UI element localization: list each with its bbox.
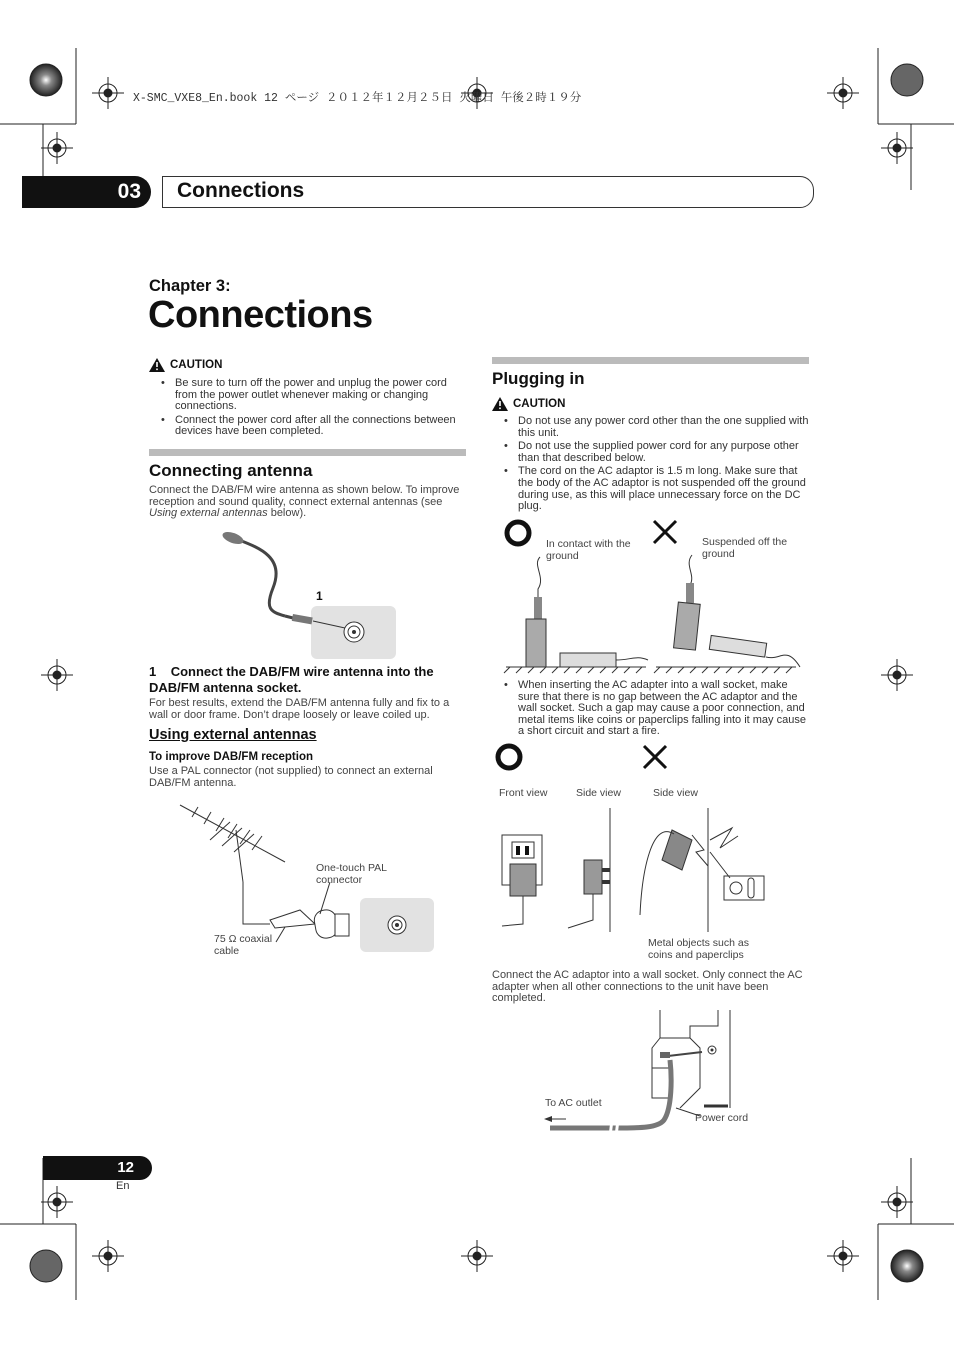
figure-callout: 1 [316, 589, 323, 603]
external-antennas-heading: Using external antennas [149, 727, 317, 743]
list-item: • When inserting the AC adapter into a wall socket, make sure that there is no gap between the AC adaptor and the wall socket. Such a gap may cause a poor connection, and metal items like coins or paperclips falling into it may cause a short circuit and start a fire. [492, 680, 809, 738]
incorrect-icon [644, 746, 666, 768]
antenna-intro: Connect the DAB/FM wire antenna as shown below. To improve reception and sound quality, connect external antennas (see Using external antennas below). [149, 484, 460, 520]
warning-icon [149, 358, 165, 372]
pal-connector-label: One-touch PAL connector [316, 862, 388, 886]
correct-icon [507, 522, 529, 544]
front-view-label: Front view [499, 787, 548, 799]
gap-note-list [492, 680, 809, 740]
side-view-incorrect-label: Side view [653, 787, 698, 799]
suspended-label: Suspended off the ground [702, 536, 788, 560]
section-divider [149, 449, 466, 456]
caution-list [149, 378, 466, 438]
connect-note: Connect the AC adaptor into a wall socket. Only connect the AC adapter when all other connections to the unit have been completed. [492, 969, 803, 1005]
list-item: • Do not use any power cord other than the one supplied with this unit. [492, 416, 809, 439]
caution-label: CAUTION [170, 359, 223, 371]
caution-heading [149, 358, 466, 372]
left-column [149, 358, 466, 440]
plugging-in-heading: Plugging in [492, 369, 585, 388]
external-antenna-text: Use a PAL connector (not supplied) to connect an external DAB/FM antenna. [149, 765, 433, 789]
page-language: En [116, 1180, 130, 1192]
page-number: 12 [117, 1159, 134, 1176]
section-divider [492, 357, 809, 364]
warning-icon [492, 397, 508, 411]
wall-socket-figure [492, 740, 772, 940]
step-note: For best results, extend the DAB/FM antenna fully and fix to a wall or door frame. Don’t drape loosely or leave coiled up. [149, 697, 450, 721]
power-cord-label: Power cord [695, 1112, 749, 1124]
list-item: • Be sure to turn off the power and unplug the power cord from the power outlet whenever making or changing connections. [149, 378, 466, 413]
side-view-correct-label: Side view [576, 787, 621, 799]
coaxial-cable-label: 75 Ω coaxial cable [214, 933, 273, 957]
page-title: Connections [148, 294, 373, 336]
chapter-tab-title: Connections [177, 179, 305, 202]
chapter-label: Chapter 3: [149, 277, 231, 295]
list-item: • Do not use the supplied power cord for any purpose other than that described below. [492, 441, 809, 464]
list-item: • The cord on the AC adaptor is 1.5 m long. Make sure that the body of the AC adaptor is not suspended off the ground during use, as this will place unnecessary force on the DC plug. [492, 466, 809, 512]
incorrect-icon [654, 521, 676, 543]
in-contact-label: In contact with the ground [546, 538, 631, 562]
step-1: 1 Connect the DAB/FM wire antenna into the DAB/FM antenna socket. [149, 664, 434, 695]
caution-list [492, 416, 809, 513]
book-header: X-SMC_VXE8_En.book 12 ページ ２０１２年１２月２５日 火曜日 午後２時１９分 [133, 92, 582, 105]
to-ac-outlet-label: To AC outlet [545, 1097, 602, 1109]
caution-heading [492, 397, 809, 411]
plugging-caution [492, 397, 809, 515]
metal-objects-label: Metal objects such as coins and paperclips [648, 937, 749, 961]
caution-label: CAUTION [513, 398, 566, 410]
improve-reception-subheading: To improve DAB/FM reception [149, 751, 313, 763]
chapter-number: 03 [117, 180, 141, 203]
list-item: • Connect the power cord after all the connections between devices have been completed. [149, 415, 466, 438]
antenna-connection-figure [215, 528, 400, 663]
connecting-antenna-heading: Connecting antenna [149, 461, 313, 480]
correct-icon [498, 746, 520, 768]
